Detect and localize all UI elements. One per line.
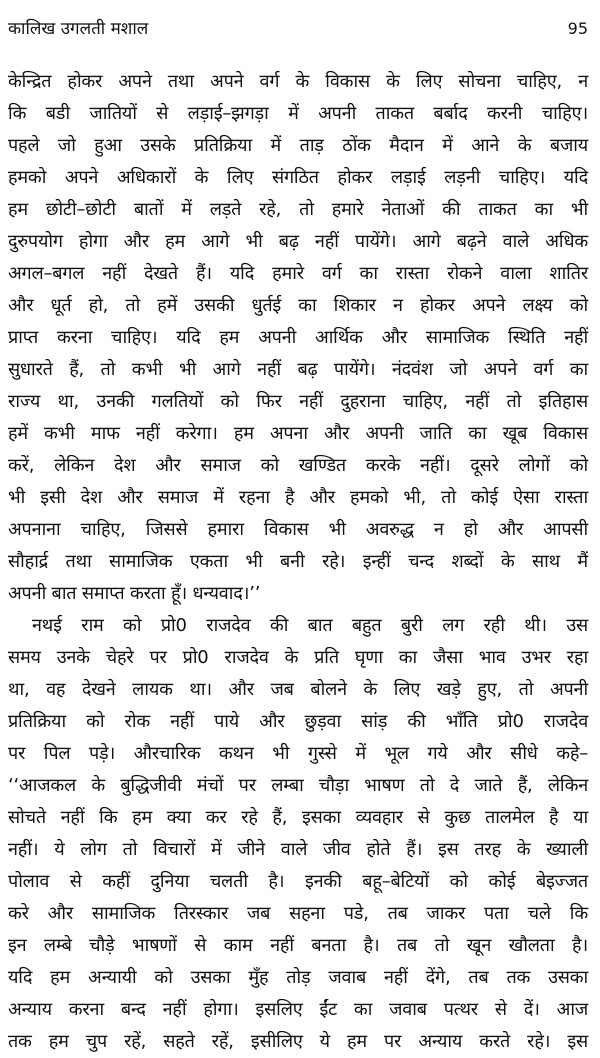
- text-line: हमें कभी माफ नहीं करेगा। हम अपना और अपनी जाति का खूब विकास: [8, 423, 588, 444]
- text-line: अन्याय करना बन्द नहीं होगा। इसलिए ईंट का जवाब पत्थर से दें। आज: [8, 999, 588, 1020]
- text-line: अपनाना चाहिए, जिससे हमारा विकास भी अवरुद्ध न हो और आपसी: [8, 519, 588, 540]
- text-line: हम छोटी–छोटी बातों में लड़ते रहे, तो हमारे नेताओं की ताकत का भी: [8, 199, 588, 220]
- text-line: सोचते नहीं कि हम क्या कर रहे हैं, इसका व्यवहार से कुछ तालमेल है या: [8, 807, 588, 828]
- text-line: इन लम्बे चौड़े भाषणों से काम नहीं बनता है। तब तो खून खौलता है।: [8, 935, 588, 956]
- text-line: तक हम चुप रहें, सहते रहें, इसीलिए ये हम पर अन्याय करते रहे। इस: [8, 1031, 588, 1052]
- text-line: था, वह देखने लायक था। और जब बोलने के लिए खड़े हुए, तो अपनी: [8, 679, 588, 700]
- text-line: राज्य था, उनकी गलतियों को फिर नहीं दुहराना चाहिए, नहीं तो इतिहास: [8, 391, 588, 412]
- text-line: सौहार्द्र तथा सामाजिक एकता भी बनी रहे। इन्हीं चन्द शब्दों के साथ मैं: [8, 551, 588, 572]
- text-line: नथई राम को प्रो0 राजदेव की बात बहुत बुरी लग रही थी। उस: [32, 615, 588, 636]
- text-line: पहले जो हुआ उसके प्रतिक्रिया में ताड़ ठोंक मैदान में आने के बजाय: [8, 135, 588, 156]
- text-line: अगल–बगल नहीं देखते हैं। यदि हमारे वर्ग का रास्ता रोकने वाला शातिर: [8, 263, 588, 284]
- text-line: नहीं। ये लोग तो विचारों में जीने वाले जीव होते हैं। इस तरह के ख्याली: [8, 839, 588, 860]
- text-line: ‘‘आजकल के बुद्धिजीवी मंचों पर लम्बा चौड़ा भाषण तो दे जाते हैं, लेकिन: [8, 775, 588, 796]
- text-line: केन्द्रित होकर अपने तथा अपने वर्ग के विकास के लिए सोचना चाहिए, न: [8, 71, 588, 92]
- text-line: हमको अपने अधिकारों के लिए संगठित होकर लड़ाई लड़नी चाहिए। यदि: [8, 167, 588, 188]
- paragraph-continued: [8, 66, 588, 610]
- paragraph: [8, 610, 588, 1058]
- text-line: सुधारते हैं, तो कभी भी आगे नहीं बढ़ पायेंगे। नंदवंश जो अपने वर्ग का: [8, 359, 588, 380]
- text-line: कि बडी जातियों से लड़ाई–झगड़ा में अपनी ताकत बर्बाद करनी चाहिए।: [8, 103, 588, 124]
- page-header: [8, 18, 588, 48]
- text-line: प्रतिक्रिया को रोक नहीं पाये और छुड़वा सांड़ की भाँति प्रो0 राजदेव: [8, 711, 588, 732]
- page-number: 95: [567, 19, 588, 38]
- text-line: दुरुपयोग होगा और हम आगे भी बढ़ नहीं पायेंगे। आगे बढ़ने वाले अधिक: [8, 231, 588, 252]
- text-line: भी इसी देश और समाज में रहना है और हमको भी, तो कोई ऐसा रास्ता: [8, 487, 588, 508]
- text-line: प्राप्त करना चाहिए। यदि हम अपनी आर्थिक और सामाजिक स्थिति नहीं: [8, 327, 588, 348]
- running-title: कालिख उगलती मशाल: [8, 19, 149, 39]
- text-line: पर पिल पड़े। औरचारिक कथन भी गुस्से में भूल गये और सीधे कहे–: [8, 743, 588, 764]
- text-line: करे और सामाजिक तिरस्कार जब सहना पडे, तब जाकर पता चले कि: [8, 903, 588, 924]
- text-line: करें, लेकिन देश और समाज को खण्डित करके नहीं। दूसरे लोगों को: [8, 455, 588, 476]
- text-line: अपनी बात समाप्त करता हूँ। धन्यवाद।’’: [8, 583, 261, 604]
- text-line: यदि हम अन्यायी को उसका मुँह तोड़ जवाब नहीं देंगे, तब तक उसका: [8, 967, 588, 988]
- text-line: पोलाव से कहीं दुनिया चलती है। इनकी बहू–बेटियों को कोई बेइज्जत: [8, 871, 588, 892]
- text-line: समय उनके चेहरे पर प्रो0 राजदेव के प्रति घृणा का जैसा भाव उभर रहा: [8, 647, 588, 668]
- text-line: और धूर्त हो, तो हमें उसकी धुर्तई का शिकार न होकर अपने लक्ष्य को: [8, 295, 588, 316]
- body-text: [8, 66, 588, 1058]
